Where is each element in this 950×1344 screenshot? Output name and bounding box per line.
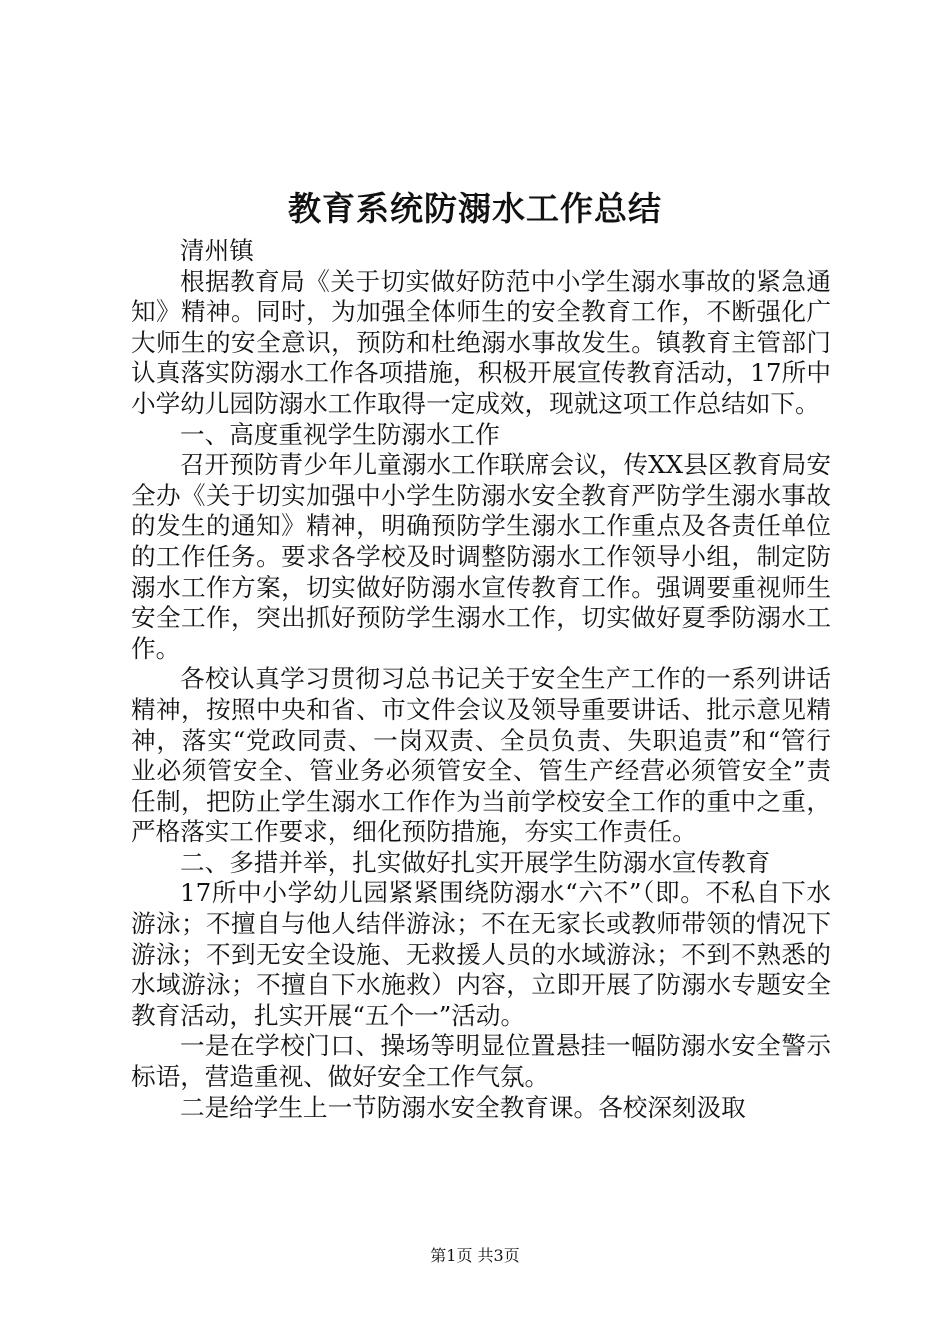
document-body: [131, 236, 831, 1123]
section-heading-2: 二、多措并举，扎实做好扎实开展学生防溺水宣传教育: [180, 847, 771, 877]
paragraph-meeting: 召开预防青少年儿童溺水工作联席会议，传XX县区教育局安全办《关于切实加强中小学生防溺水安全教育严防学生溺水事故的发生的通知》精神，明确预防学生溺水工作重点及各责任单位的工作任务。要求各学校及时调整防溺水工作领导小组，制定防溺水工作方案，切实做好防溺水宣传教育工作。强调要重视师生安全工作，突出抓好预防学生溺水工作，切实做好夏季防溺水工作。: [131, 450, 831, 663]
paragraph-town: 清州镇: [180, 236, 254, 265]
page-number: 第1页 共3页: [430, 1246, 520, 1265]
paragraph-first-measure: 一是在学校门口、操场等明显位置悬挂一幅防溺水安全警示标语，营造重视、做好安全工作气氛。: [131, 1031, 831, 1092]
paragraph-second-measure: 二是给学生上一节防溺水安全教育课。各校深刻汲取: [180, 1092, 746, 1122]
paragraph-study: 各校认真学习贯彻习总书记关于安全生产工作的一系列讲话精神，按照中央和省、市文件会议及领导重要讲话、批示意见精神，落实“党政同责、一岗双责、全员负责、失职追责”和“管行业必须管安全、管业务必须管安全、管生产经营必须管安全”责任制，把防止学生溺水工作作为当前学校安全工作的重中之重，严格落实工作要求，细化预防措施，夯实工作责任。: [131, 664, 831, 847]
paragraph-intro: 根据教育局《关于切实做好防范中小学生溺水事故的紧急通知》精神。同时，为加强全体师生的安全教育工作，不断强化广大师生的安全意识，预防和杜绝溺水事故发生。镇教育主管部门认真落实防溺水工作各项措施，积极开展宣传教育活动，17所中小学幼儿园防溺水工作取得一定成效，现就这项工作总结如下。: [131, 266, 831, 418]
document-title: 教育系统防溺水工作总结: [288, 189, 662, 228]
section-heading-1: 一、高度重视学生防溺水工作: [180, 419, 500, 449]
paragraph-six-nots: 17所中小学幼儿园紧紧围绕防溺水“六不”（即。不私自下水游泳；不擅自与他人结伴游泳；不在无家长或教师带领的情况下游泳；不到无安全设施、无救援人员的水域游泳；不到不熟悉的水域游泳；不擅自下水施救）内容，立即开展了防溺水专题安全教育活动，扎实开展“五个一”活动。: [131, 878, 831, 1030]
